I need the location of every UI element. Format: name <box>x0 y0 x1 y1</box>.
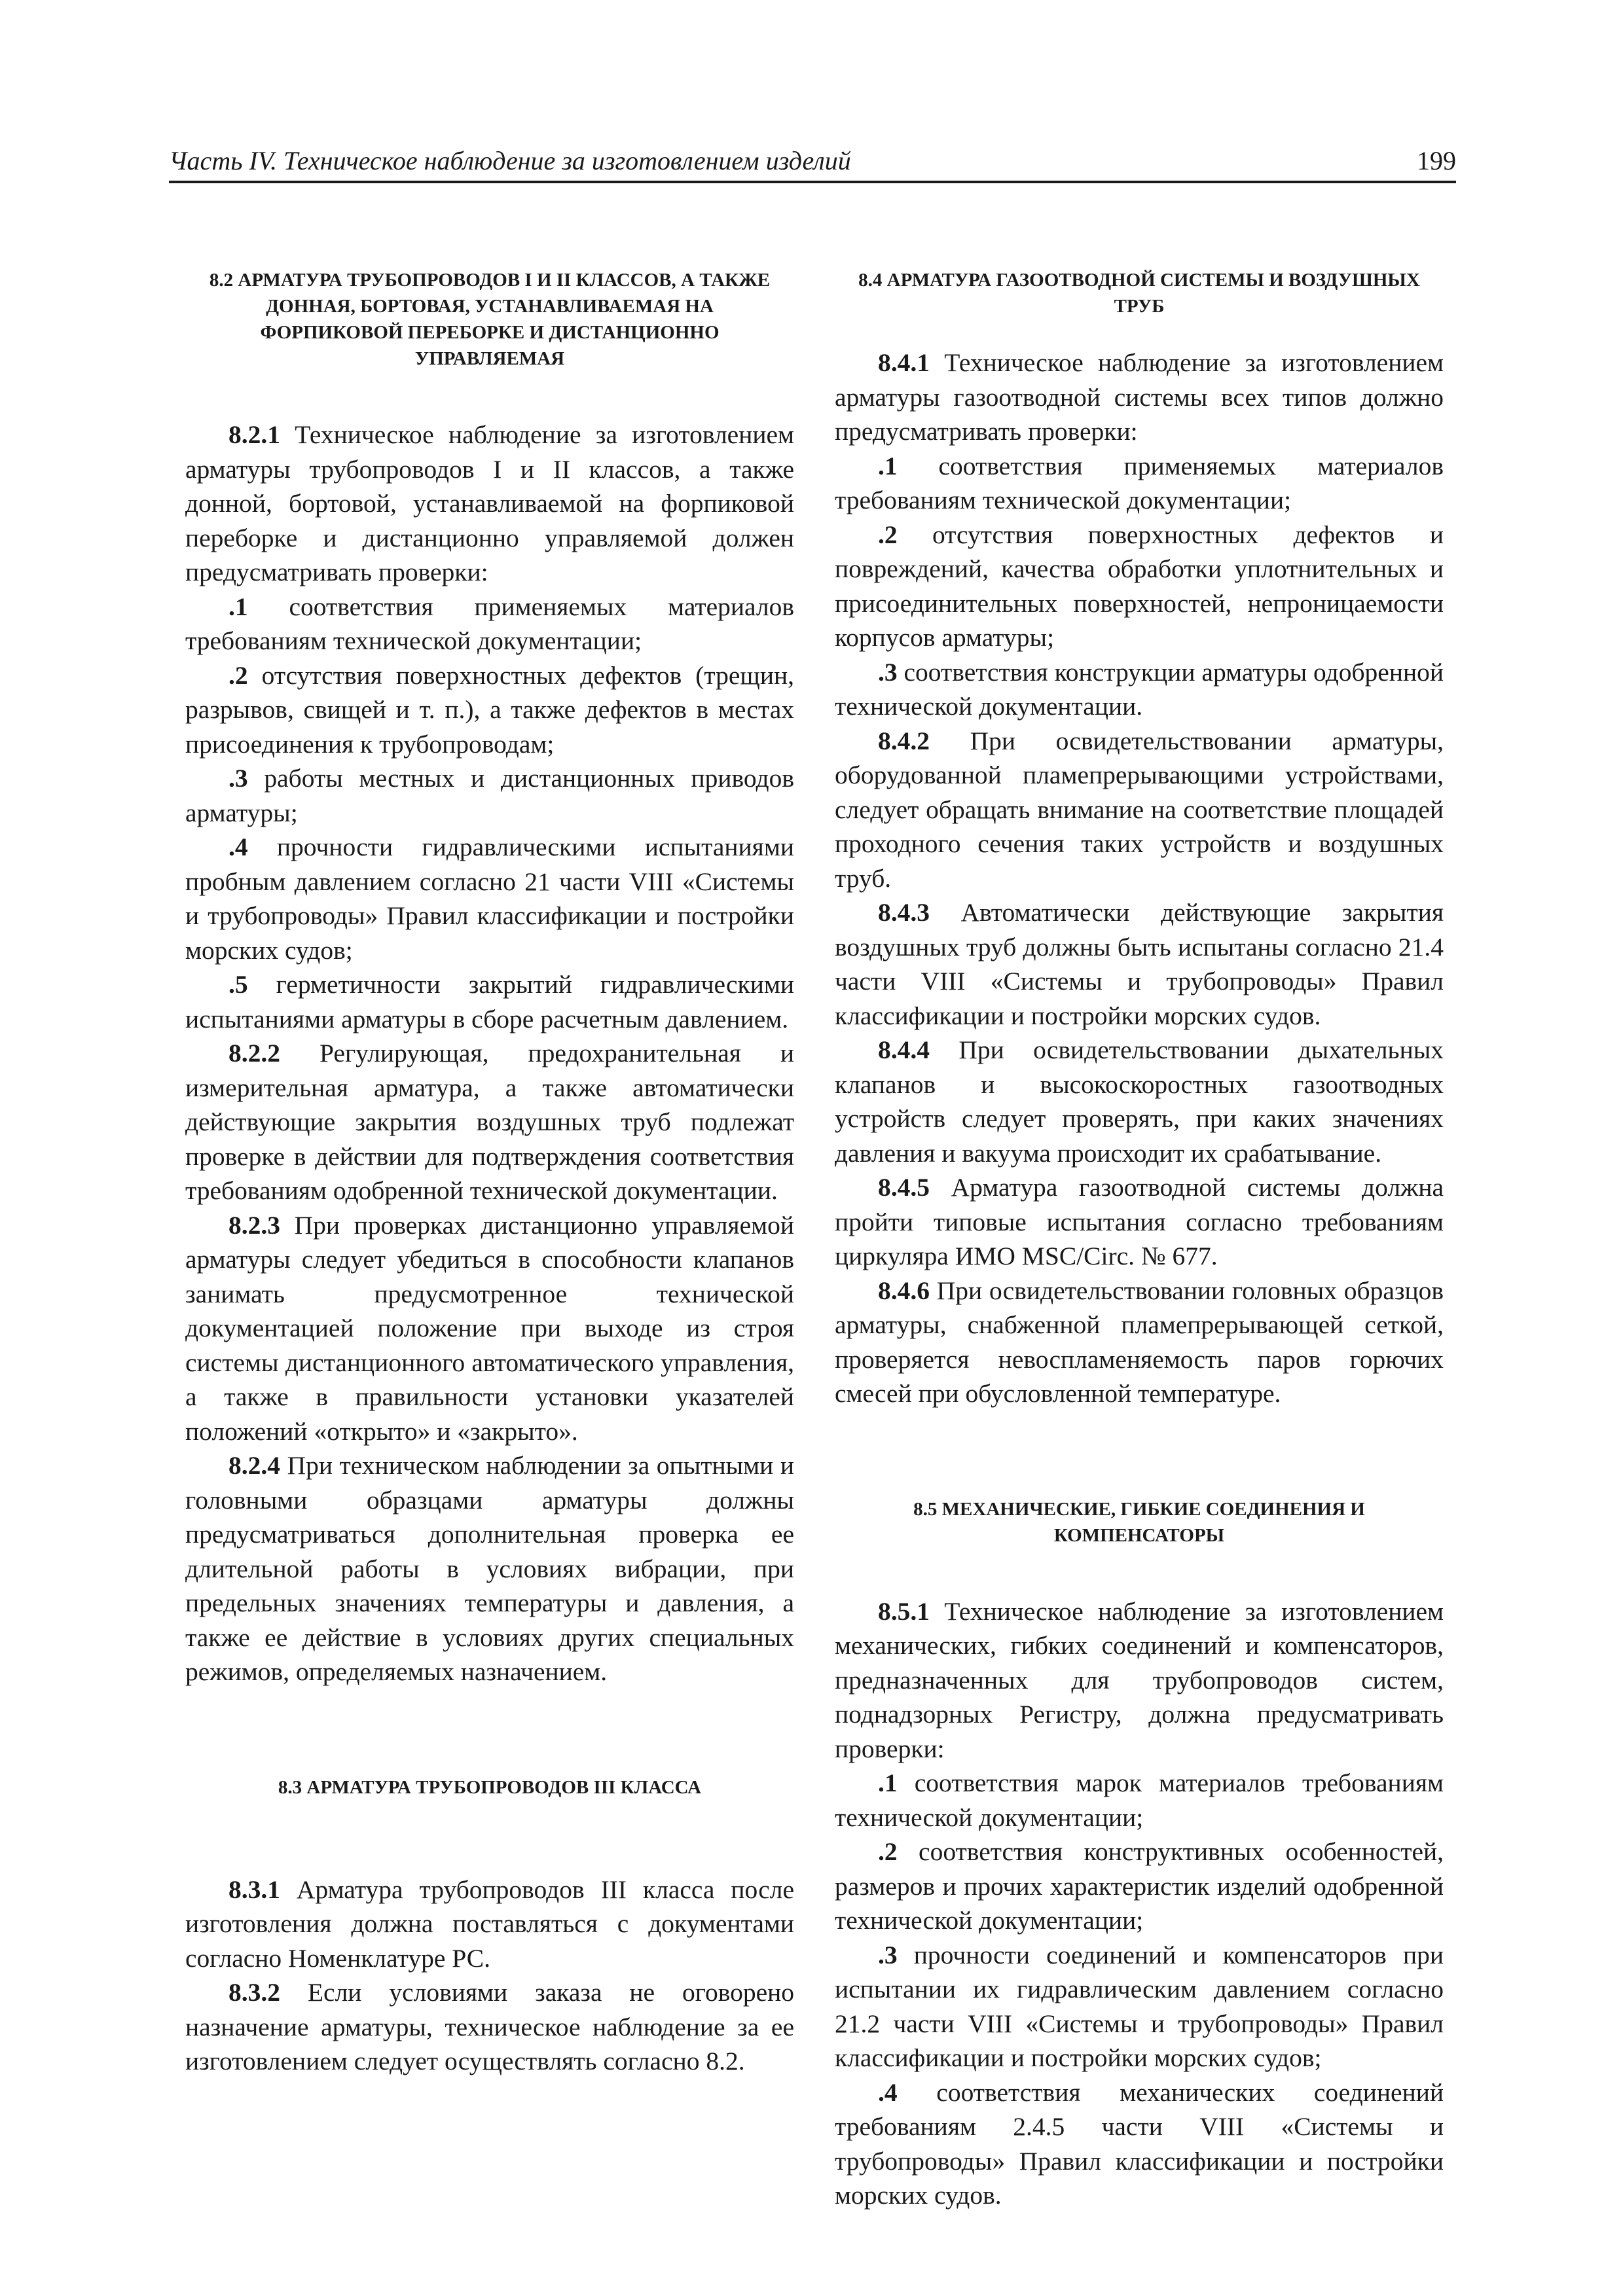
clause-text: При освидетельствовании дыхательных клапанов и высокоскоростных газоотводных устройств следует проверять, при каких значениях давления и вакуума происходит их срабатывание. <box>835 1035 1444 1168</box>
item-text: прочности гидравлическими испытаниями пробным давлением согласно 21 части VIII «Системы и трубопроводы» Правил классификации и постройки морских судов; <box>185 833 794 965</box>
list-item <box>835 1938 1444 2075</box>
clause-number: 8.5.1 <box>878 1596 930 1626</box>
right-column <box>835 262 1444 2213</box>
clause-number: 8.2.4 <box>228 1451 280 1480</box>
paragraph-8-2-1 <box>185 418 794 590</box>
clause-number: 8.4.2 <box>878 726 930 755</box>
list-item <box>835 655 1444 724</box>
paragraph-8-4-3 <box>835 895 1444 1033</box>
paragraph-8-4-1 <box>835 346 1444 449</box>
clause-text: Техническое наблюдение за изготовлением механических, гибких соединений и компенсаторов, предназначенных для трубопроводов систем, поднадзорных Регистру, должна предусматривать проверки: <box>835 1596 1444 1763</box>
item-text: прочности соединений и компенсаторов при испытании их гидравлическим давлением согласно 21.2 части VIII «Системы и трубопроводы» Правил классификации и постройки морских судов; <box>835 1940 1444 2072</box>
item-number: .2 <box>228 660 248 690</box>
clause-text: Арматура трубопроводов III класса после изготовления должна поставляться с документами согласно Номенклатуре РС. <box>185 1874 794 1973</box>
paragraph-8-4-4 <box>835 1033 1444 1170</box>
clause-text: При освидетельствовании арматуры, оборудованной пламепрерывающими устройствами, следует обращать внимание на соответствие площадей проходного сечения таких устройств и воздушных труб. <box>835 726 1444 893</box>
clause-number: 8.3.1 <box>228 1874 280 1904</box>
clause-text: При освидетельствовании головных образцов арматуры, снабженной пламепрерывающей сеткой, проверяется невоспламеняемость паров горючих смесей при обусловленной температуре. <box>835 1276 1444 1408</box>
item-number: .4 <box>228 833 248 861</box>
list-item <box>835 449 1444 518</box>
clause-number: 8.4.5 <box>878 1173 930 1202</box>
item-number: .1 <box>878 1768 898 1797</box>
item-text: соответствия конструктивных особенностей, размеров и прочих характеристик изделий одобренной технической документации; <box>835 1837 1444 1935</box>
clause-number: 8.3.2 <box>228 1978 280 2007</box>
list-item <box>835 2075 1444 2213</box>
list-item <box>835 518 1444 655</box>
item-number: .1 <box>228 592 248 621</box>
item-text: герметичности закрытий гидравлическими испытаниями арматуры в сборе расчетным давлением. <box>185 970 794 1033</box>
list-item <box>185 658 794 762</box>
item-number: .2 <box>878 520 898 549</box>
clause-number: 8.4.6 <box>878 1276 930 1305</box>
item-number: .3 <box>228 764 248 793</box>
paragraph-8-4-2 <box>835 724 1444 896</box>
clause-number: 8.4.4 <box>878 1035 930 1064</box>
item-number: .5 <box>228 970 248 999</box>
clause-text: Арматура газоотводной системы должна пройти типовые испытания согласно требованиям циркуляра ИМО MSC/Circ. № 677. <box>835 1173 1444 1270</box>
section-8-2-title: 8.2 АРМАТУРА ТРУБОПРОВОДОВ I И II КЛАССОВ, А ТАКЖЕ ДОННАЯ, БОРТОВАЯ, УСТАНАВЛИВАЕМАЯ НА ФОРПИКОВОЙ ПЕРЕБОРКЕ И ДИСТАНЦИОННО УПРАВЛЯЕМАЯ <box>209 270 771 369</box>
running-head: Часть IV. Техническое наблюдение за изготовлением изделий <box>169 146 851 175</box>
paragraph-8-4-5 <box>835 1170 1444 1274</box>
clause-number: 8.4.3 <box>878 898 930 927</box>
item-number: .4 <box>878 2077 898 2107</box>
clause-number: 8.2.1 <box>228 420 280 449</box>
item-text: соответствия механических соединений требованиям 2.4.5 части VIII «Системы и трубопроводы» Правил классификации и постройки морских судов. <box>835 2077 1444 2210</box>
paragraph-8-5-1 <box>835 1594 1444 1767</box>
paragraph-8-3-2 <box>185 1975 794 2079</box>
clause-number: 8.4.1 <box>878 348 930 377</box>
section-8-3-title: 8.3 АРМАТУРА ТРУБОПРОВОДОВ III КЛАССА <box>278 1776 702 1798</box>
clause-number: 8.2.3 <box>228 1210 280 1240</box>
clause-text: Техническое наблюдение за изготовлением арматуры газоотводной системы всех типов должно предусматривать проверки: <box>835 348 1444 446</box>
list-item <box>185 590 794 658</box>
paragraph-8-2-4 <box>185 1448 794 1689</box>
paragraph-8-3-1 <box>185 1873 794 1976</box>
item-text: отсутствия поверхностных дефектов (трещин, разрывов, свищей и т. п.), а также дефектов в местах присоединения к трубопроводам; <box>185 660 795 759</box>
item-text: соответствия применяемых материалов требованиям технической документации; <box>185 592 795 655</box>
item-number: .2 <box>878 1837 898 1866</box>
item-text: отсутствия поверхностных дефектов и повреждений, качества обработки уплотнительных и присоединительных поверхностей, непроницаемости корпусов арматуры; <box>835 520 1444 652</box>
left-column <box>185 262 794 2079</box>
list-item <box>835 1766 1444 1835</box>
item-number: .3 <box>878 657 898 687</box>
clause-text: При проверках дистанционно управляемой арматуры следует убедиться в способности клапанов занимать предусмотренное технической документацией положение при выходе из строя системы дистанционного автоматического управления, а также в правильности установки указателей положений «открыто» и «закрыто». <box>185 1210 795 1446</box>
section-8-4-title: 8.4 АРМАТУРА ГАЗООТВОДНОЙ СИСТЕМЫ И ВОЗДУШНЫХ ТРУБ <box>858 270 1420 317</box>
clause-number: 8.2.2 <box>228 1039 280 1067</box>
page-header <box>169 143 1456 183</box>
list-item <box>185 761 794 830</box>
list-item <box>835 1835 1444 1938</box>
item-text: соответствия конструкции арматуры одобренной технической документации. <box>835 657 1444 721</box>
paragraph-8-2-2 <box>185 1036 794 1208</box>
item-number: .1 <box>878 451 898 480</box>
item-number: .3 <box>878 1940 898 1969</box>
list-item <box>185 830 794 967</box>
clause-text: Регулирующая, предохранительная и измерительная арматура, а также автоматически действующие закрытия воздушных труб подлежат проверке в действии для подтверждения соответствия требованиям одобренной технической документации. <box>185 1039 794 1205</box>
section-8-5-title: 8.5 МЕХАНИЧЕСКИЕ, ГИБКИЕ СОЕДИНЕНИЯ И КОМПЕНСАТОРЫ <box>913 1498 1365 1546</box>
paragraph-8-4-6 <box>835 1274 1444 1411</box>
paragraph-8-2-3 <box>185 1208 794 1449</box>
page-number: 199 <box>1417 146 1456 175</box>
item-text: работы местных и дистанционных приводов арматуры; <box>185 764 795 827</box>
clause-text: Автоматически действующие закрытия воздушных труб должны быть испытаны согласно 21.4 части VIII «Системы и трубопроводы» Правил классификации и постройки морских судов. <box>835 898 1444 1030</box>
clause-text: При техническом наблюдении за опытными и головными образцами арматуры должны предусматриваться дополнительная проверка ее длительной работы в условиях вибрации, при предельных значениях температуры и давления, а также ее действие в условиях других специальных режимов, определяемых назначением. <box>185 1451 794 1686</box>
list-item <box>185 967 794 1036</box>
clause-text: Техническое наблюдение за изготовлением арматуры трубопроводов I и II классов, а также донной, бортовой, устанавливаемой на форпиковой переборке и дистанционно управляемой должен предусматривать проверки: <box>185 420 794 586</box>
item-text: соответствия марок материалов требованиям технической документации; <box>835 1768 1444 1832</box>
clause-text: Если условиями заказа не оговорено назначение арматуры, техническое наблюдение за ее изготовлением следует осуществлять согласно 8.2. <box>185 1978 795 2075</box>
item-text: соответствия применяемых материалов требованиям технической документации; <box>835 451 1444 514</box>
